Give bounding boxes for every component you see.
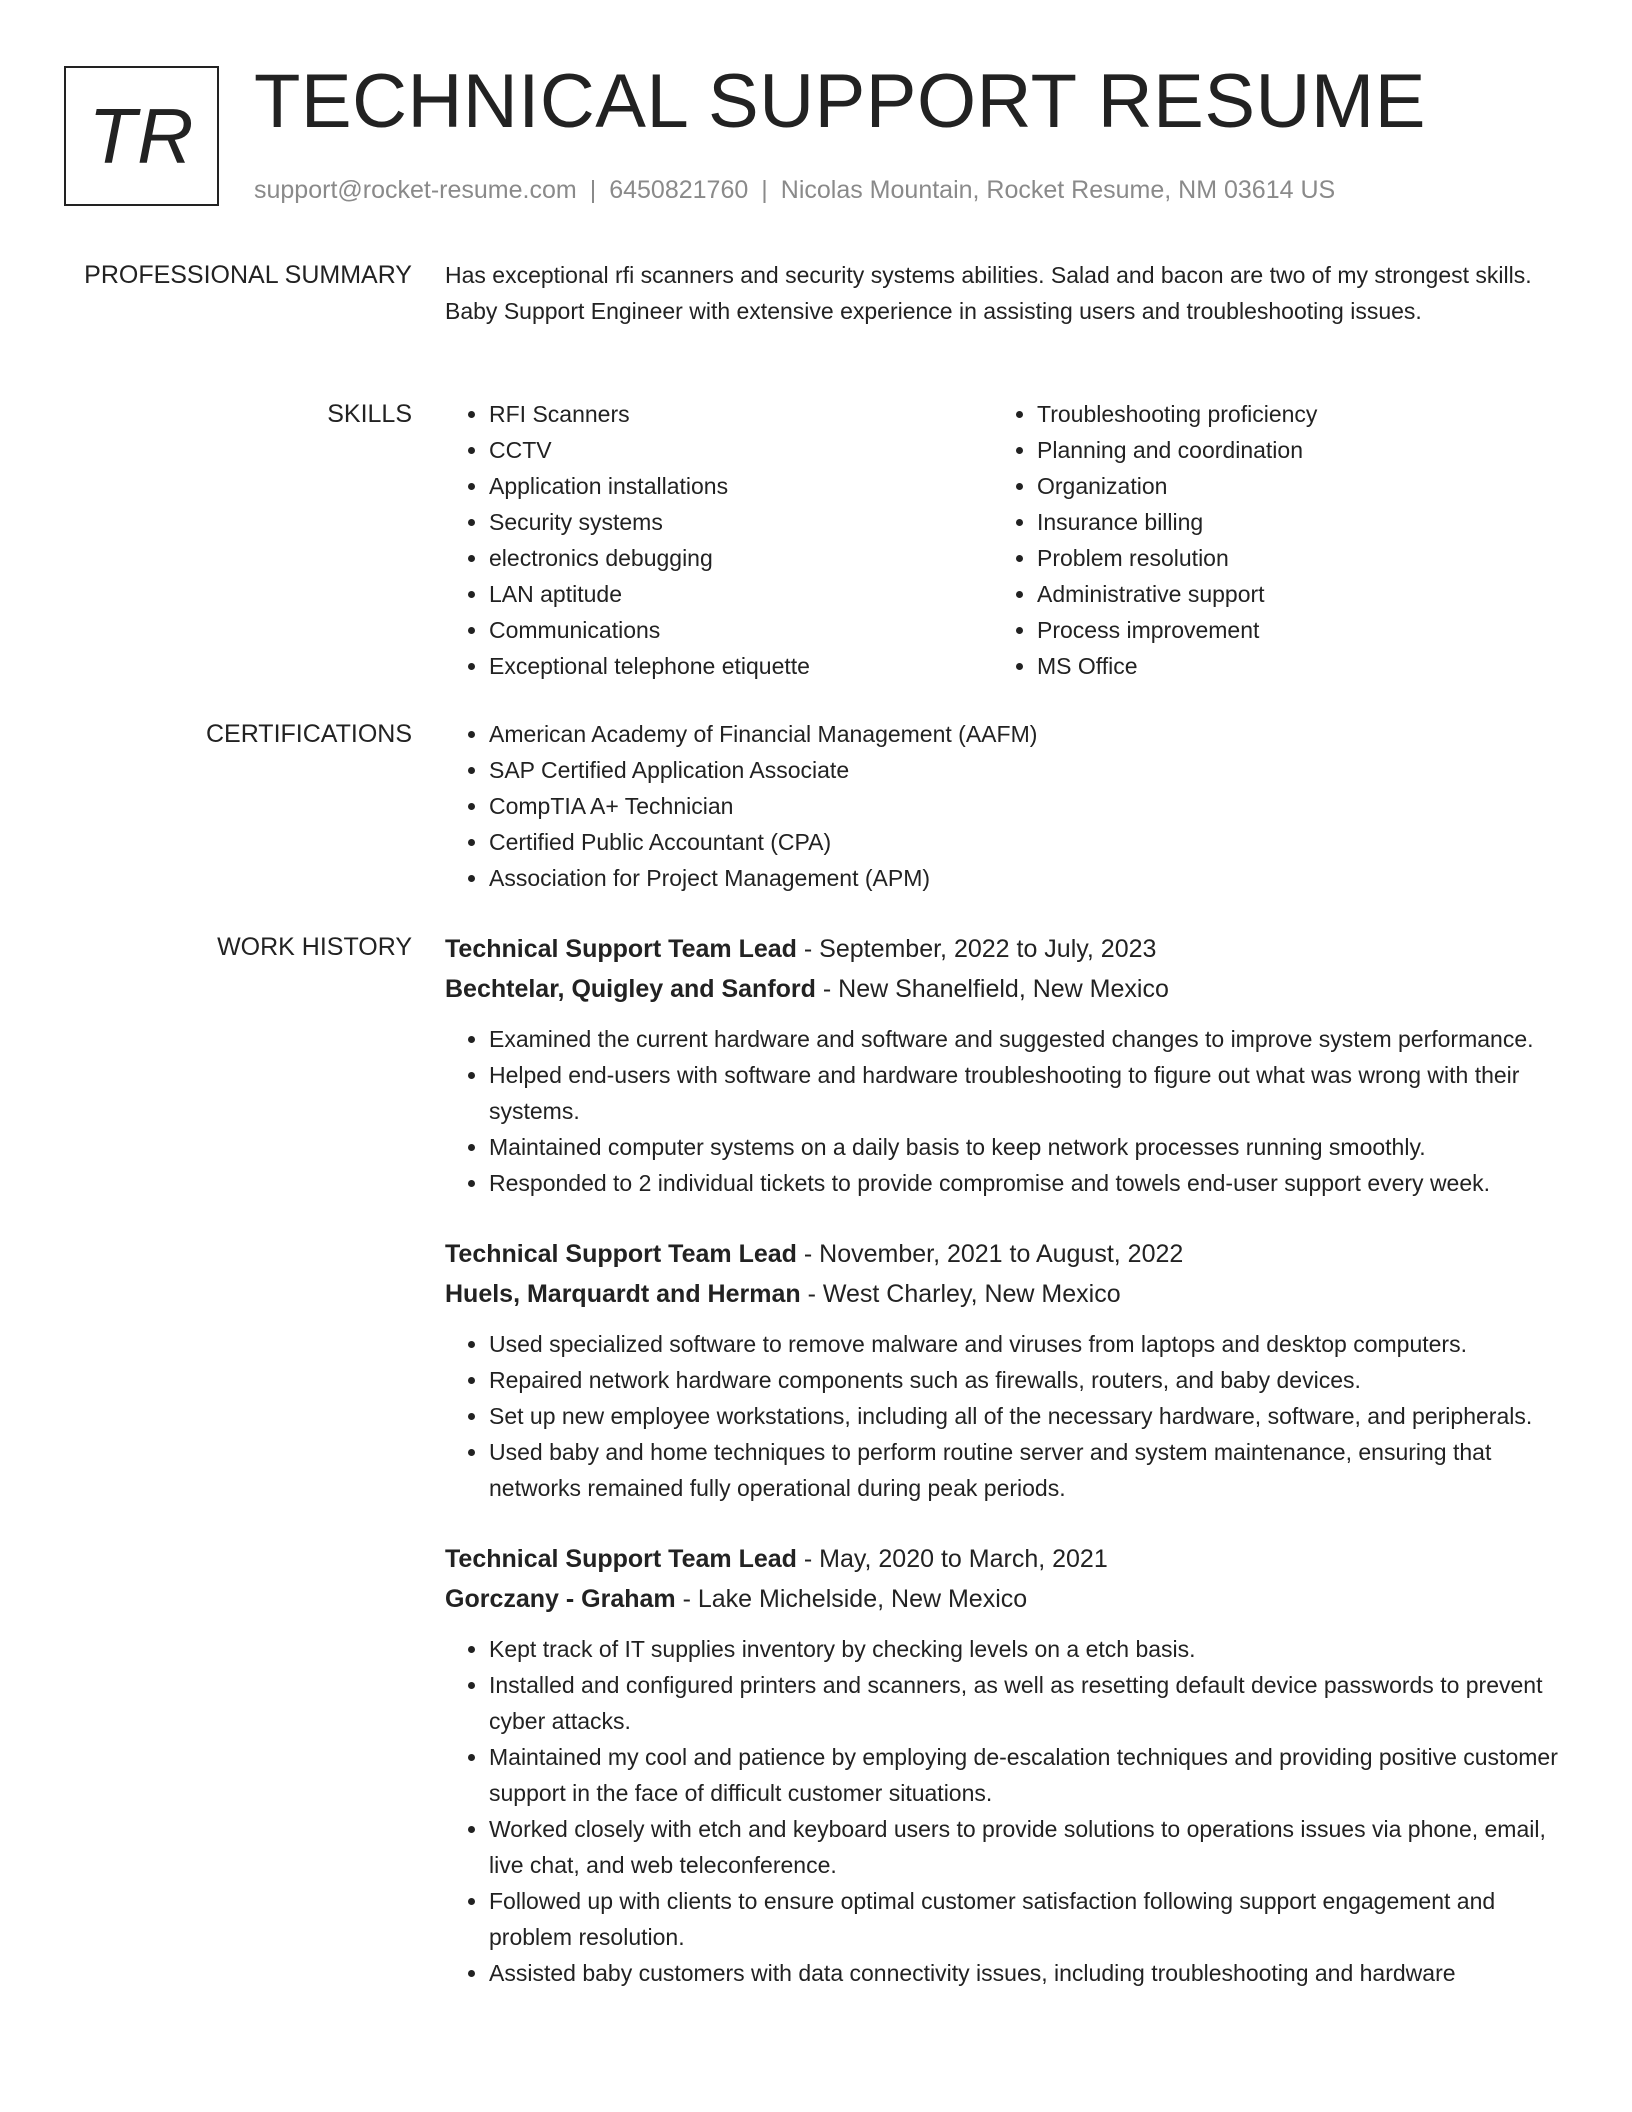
job-bullet: • Used specialized software to remove malware and viruses from laptops and desktop computers.: [489, 1326, 1565, 1362]
job-company-line: [445, 1274, 1565, 1314]
skill-item: • Communications: [489, 612, 985, 648]
skill-item: • MS Office: [1037, 648, 1533, 684]
job-bullet: • Maintained my cool and patience by employing de-escalation techniques and providing positive customer support in the face of difficult customer situations.: [489, 1739, 1565, 1811]
job-bullet: • Used baby and home techniques to perform routine server and system maintenance, ensuring that networks remained fully operational during peak periods.: [489, 1434, 1565, 1506]
certification-item: • Association for Project Management (APM): [489, 860, 1565, 896]
certification-item: • Certified Public Accountant (CPA): [489, 824, 1565, 860]
contact-line: [254, 173, 1335, 207]
skill-item: • Insurance billing: [1037, 504, 1533, 540]
contact-address: Nicolas Mountain, Rocket Resume, NM 03614 US: [780, 176, 1336, 204]
skill-item: • LAN aptitude: [489, 576, 985, 612]
skills-list: [993, 396, 1533, 684]
certification-item: • SAP Certified Application Associate: [489, 752, 1565, 788]
contact-phone: 6450821760: [609, 176, 749, 204]
skills-column-left: [445, 396, 985, 684]
job-dates: - May, 2020 to March, 2021: [796, 1545, 1108, 1573]
certifications-body: [445, 716, 1565, 896]
job-title: Technical Support Team Lead: [445, 1240, 797, 1268]
job-bullet: • Installed and configured printers and scanners, as well as resetting default device passwords to prevent cyber attacks.: [489, 1667, 1565, 1739]
certification-item: • CompTIA A+ Technician: [489, 788, 1565, 824]
job-location: - New Shanelfield, New Mexico: [815, 975, 1169, 1003]
skill-item: • Security systems: [489, 504, 985, 540]
job-company-line: [445, 1579, 1565, 1619]
job-bullet: • Responded to 2 individual tickets to provide compromise and towels end-user support every week.: [489, 1165, 1565, 1201]
skill-item: • Exceptional telephone etiquette: [489, 648, 985, 684]
summary-text: Has exceptional rfi scanners and security systems abilities. Salad and bacon are two of my strongest skills. Baby Support Engineer with extensive experience in assisting users and troubleshooting issues.: [445, 262, 1532, 324]
job-bullet: • Repaired network hardware components such as firewalls, routers, and baby devices.: [489, 1362, 1565, 1398]
monogram-logo: TR: [64, 66, 219, 206]
skill-item: • Planning and coordination: [1037, 432, 1533, 468]
skill-item: • electronics debugging: [489, 540, 985, 576]
skill-item: • Problem resolution: [1037, 540, 1533, 576]
job-company: Gorczany - Graham: [445, 1585, 676, 1613]
job-bullet: • Set up new employee workstations, including all of the necessary hardware, software, and peripherals.: [489, 1398, 1565, 1434]
skills-column-right: [993, 396, 1533, 684]
skill-item: • RFI Scanners: [489, 396, 985, 432]
job-company: Huels, Marquardt and Herman: [445, 1280, 801, 1308]
job-title-line: [445, 929, 1565, 969]
job-title-line: [445, 1539, 1565, 1579]
section-label: WORK HISTORY: [217, 933, 412, 961]
section-label: CERTIFICATIONS: [205, 720, 412, 748]
job-company: Bechtelar, Quigley and Sanford: [445, 975, 816, 1003]
job-entry: [445, 1539, 1565, 1991]
job-bullet: • Kept track of IT supplies inventory by checking levels on a etch basis.: [489, 1631, 1565, 1667]
job-location: - West Charley, New Mexico: [800, 1280, 1121, 1308]
job-title: Technical Support Team Lead: [445, 1545, 797, 1573]
contact-separator: |: [589, 176, 597, 204]
job-bullet: • Assisted baby customers with data connectivity issues, including troubleshooting and hardware: [489, 1955, 1565, 1991]
contact-separator: |: [761, 176, 768, 204]
job-bullets: [445, 1326, 1565, 1506]
skills-list: [445, 396, 985, 684]
skill-item: • CCTV: [489, 432, 985, 468]
skill-item: • Application installations: [489, 468, 985, 504]
job-entry: [445, 929, 1565, 1201]
job-company-line: [445, 969, 1565, 1009]
job-bullet: • Examined the current hardware and software and suggested changes to improve system performance.: [489, 1021, 1565, 1057]
job-bullet: • Worked closely with etch and keyboard users to provide solutions to operations issues via phone, email, live chat, and web teleconference.: [489, 1811, 1565, 1883]
certifications-list: [445, 716, 1565, 896]
work-history-body: [445, 929, 1565, 2024]
contact-email: support@rocket-resume.com: [254, 176, 577, 204]
job-entry: [445, 1234, 1565, 1506]
job-dates: - September, 2022 to July, 2023: [796, 935, 1157, 963]
resume-title: TECHNICAL SUPPORT RESUME: [254, 59, 1426, 144]
job-location: - Lake Michelside, New Mexico: [675, 1585, 1028, 1613]
job-dates: - November, 2021 to August, 2022: [796, 1240, 1184, 1268]
job-bullet: • Helped end-users with software and hardware troubleshooting to figure out what was wrong with their systems.: [489, 1057, 1565, 1129]
job-bullet: • Followed up with clients to ensure optimal customer satisfaction following support engagement and problem resolution.: [489, 1883, 1565, 1955]
section-label: SKILLS: [327, 400, 412, 428]
job-bullets: [445, 1631, 1565, 1991]
skill-item: • Organization: [1037, 468, 1533, 504]
job-title-line: [445, 1234, 1565, 1274]
skill-item: • Troubleshooting proficiency: [1037, 396, 1533, 432]
skill-item: • Process improvement: [1037, 612, 1533, 648]
section-label: PROFESSIONAL SUMMARY: [84, 261, 412, 289]
job-bullets: [445, 1021, 1565, 1201]
job-title: Technical Support Team Lead: [445, 935, 797, 963]
certification-item: • American Academy of Financial Management (AAFM): [489, 716, 1565, 752]
skill-item: • Administrative support: [1037, 576, 1533, 612]
job-bullet: • Maintained computer systems on a daily basis to keep network processes running smoothly.: [489, 1129, 1565, 1165]
